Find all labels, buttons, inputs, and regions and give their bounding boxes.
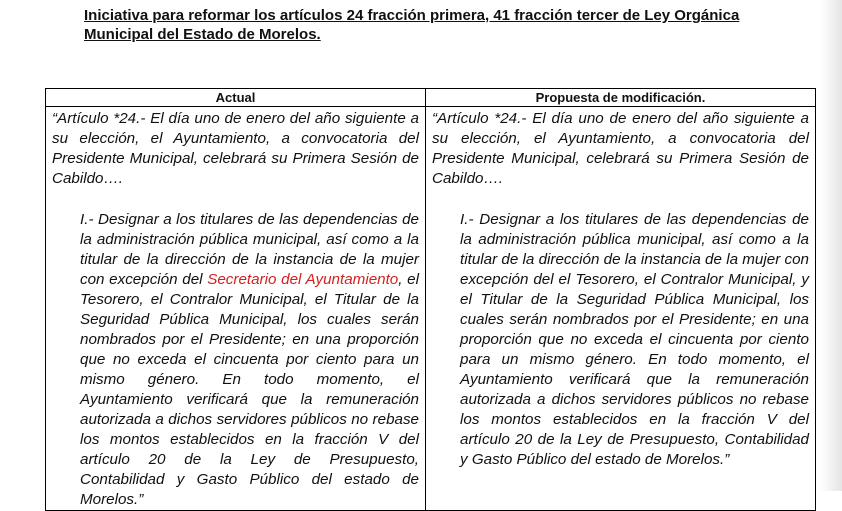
propuesta-cell xyxy=(426,107,816,511)
table-header-row xyxy=(46,89,816,107)
propuesta-article-intro: “Artículo *24.- El día uno de enero del año siguiente a su elección, el Ayuntamiento, a convocatoria del Presidente Municipal, celebrará su Primera Sesión de Cabildo…. xyxy=(432,110,809,187)
highlighted-secretario-text: Secretario del Ayuntamiento xyxy=(207,271,399,288)
actual-fraccion-before: I.- Designar a los titulares de las dependencias de la administración pública municipal, así como a la titular de la dirección de la instancia de la mujer con excepción del xyxy=(80,211,419,288)
header-actual: Actual xyxy=(46,89,426,107)
actual-fraccion-after: , el Tesorero, el Contralor Municipal, el Titular de la Seguridad Pública Municipal, los cuales serán nombrados por el Presidente; en una proporción que no exceda el cincuenta por ciento para un mismo género. En todo momento, el Ayuntamiento verificará que la remuneración autorizada a dichos servidores públicos no rebase los montos establecidos en la fracción V del artículo 20 de la Ley de Presupuesto, Contabilidad y Gasto Público del estado de Morelos.” xyxy=(80,271,419,508)
actual-cell xyxy=(46,107,426,511)
table-row xyxy=(46,107,816,511)
header-propuesta: Propuesta de modificación. xyxy=(426,89,816,107)
propuesta-fraccion-text: I.- Designar a los titulares de las dependencias de la administración pública municipal, así como a la titular de la dirección de la instancia de la mujer con excepción del el Tesorero, el Contralor Municipal, y el Titular de la Seguridad Pública Municipal, los cuales serán nombrados por el Presidente; en una proporción que no exceda el cincuenta por ciento para un mismo género. En todo momento, el Ayuntamiento verificará que la remuneración autorizada a dichos servidores públicos no rebase los montos establecidos en la fracción V del artículo 20 de la Ley de Presupuesto, Contabilidad y Gasto Público del estado de Morelos.” xyxy=(460,211,809,468)
comparison-table xyxy=(45,88,816,511)
actual-fraccion-text xyxy=(80,210,419,510)
actual-article-intro: “Artículo *24.- El día uno de enero del año siguiente a su elección, el Ayuntamiento, a convocatoria del Presidente Municipal, celebrará su Primera Sesión de Cabildo…. xyxy=(52,110,419,187)
page-edge-shadow xyxy=(820,0,842,491)
document-title: Iniciativa para reformar los artículos 24 fracción primera, 41 fracción tercer de Ley Orgánica Municipal del Estado de Morelos. xyxy=(84,7,740,43)
